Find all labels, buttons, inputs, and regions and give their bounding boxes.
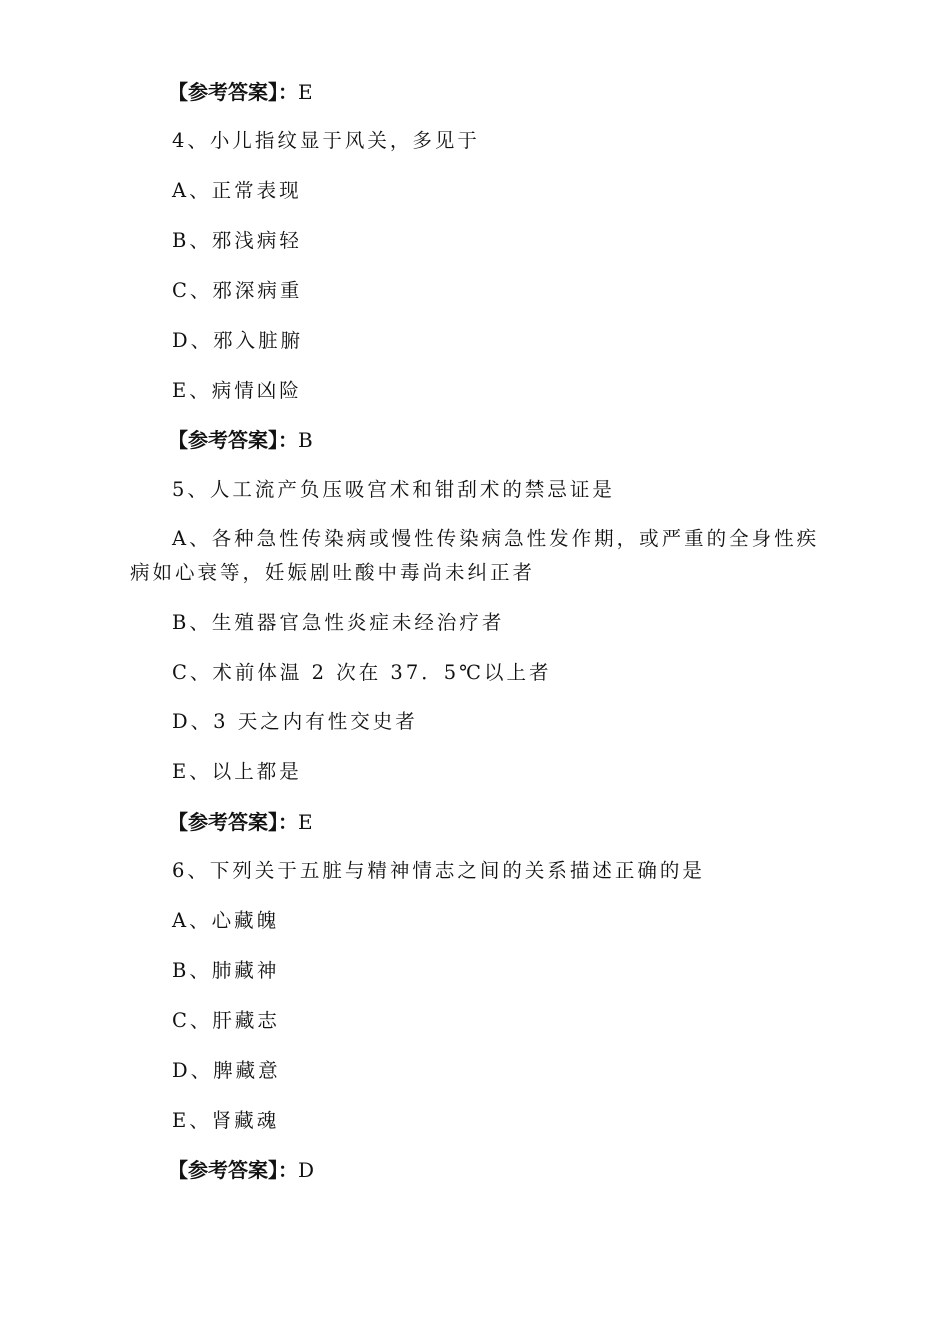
option-5a: A、各种急性传染病或慢性传染病急性发作期，或严重的全身性疾病如心衰等，妊娠剧吐酸中毒尚未纠正者 bbox=[130, 527, 820, 584]
option-4b: B、邪浅病轻 bbox=[172, 229, 302, 252]
option-5d: D、3 天之内有性交史者 bbox=[172, 710, 418, 733]
option-5e: E、以上都是 bbox=[172, 760, 302, 783]
answer-line-q6 bbox=[168, 1157, 314, 1183]
option-6c: C、肝藏志 bbox=[172, 1009, 280, 1032]
option-4d: D、邪入脏腑 bbox=[172, 329, 304, 352]
answer-line-q3 bbox=[168, 79, 313, 105]
question-5: 5、人工流产负压吸宫术和钳刮术的禁忌证是 bbox=[172, 478, 615, 501]
answer-value: E bbox=[298, 810, 313, 834]
answer-label: 【参考答案】： bbox=[168, 1158, 298, 1182]
option-5b: B、生殖器官急性炎症未经治疗者 bbox=[172, 611, 505, 634]
option-6a: A、心藏魄 bbox=[172, 909, 280, 932]
option-4e: E、病情凶险 bbox=[172, 379, 302, 402]
answer-line-q4 bbox=[168, 427, 313, 453]
option-4c: C、邪深病重 bbox=[172, 279, 303, 302]
answer-label: 【参考答案】： bbox=[168, 80, 298, 104]
answer-line-q5 bbox=[168, 809, 313, 835]
option-4a: A、正常表现 bbox=[172, 179, 302, 202]
answer-label: 【参考答案】： bbox=[168, 428, 298, 452]
option-6d: D、脾藏意 bbox=[172, 1059, 281, 1082]
answer-value: B bbox=[298, 428, 313, 452]
question-4: 4、小儿指纹显于风关，多见于 bbox=[172, 129, 480, 152]
question-6: 6、下列关于五脏与精神情志之间的关系描述正确的是 bbox=[172, 859, 705, 882]
option-5c: C、术前体温 2 次在 37．5℃以上者 bbox=[172, 661, 552, 684]
option-6b: B、肺藏神 bbox=[172, 959, 280, 982]
option-6e: E、肾藏魂 bbox=[172, 1109, 280, 1132]
answer-value: E bbox=[298, 80, 313, 104]
answer-label: 【参考答案】： bbox=[168, 810, 298, 834]
answer-value: D bbox=[298, 1158, 315, 1182]
